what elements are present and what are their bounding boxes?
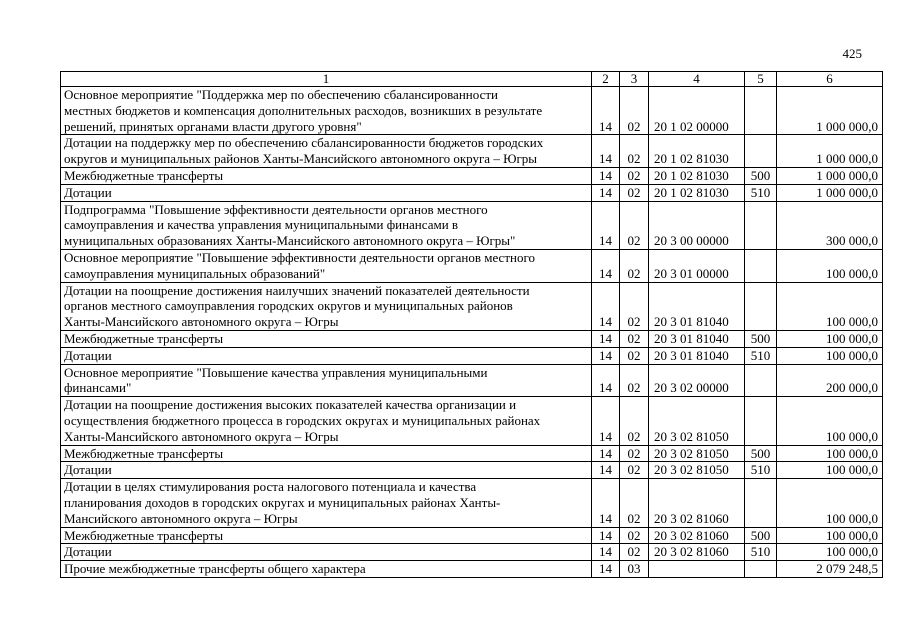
amount: 300 000,0	[777, 201, 883, 249]
row-name	[61, 445, 592, 462]
table-body	[61, 87, 883, 578]
section-code: 14	[592, 135, 620, 168]
target-article-code: 20 3 02 81050	[649, 445, 745, 462]
amount: 100 000,0	[777, 282, 883, 330]
row-name	[61, 479, 592, 527]
target-article-code: 20 3 01 00000	[649, 249, 745, 282]
row-name-line: решений, принятых органами власти другого уровня"	[64, 118, 362, 134]
subsection-code: 02	[620, 397, 649, 445]
row-name	[61, 282, 592, 330]
table-row	[61, 87, 883, 135]
row-name-line: Основное мероприятие "Поддержка мер по обеспечению сбалансированности	[64, 87, 498, 102]
table-row	[61, 347, 883, 364]
section-code: 14	[592, 201, 620, 249]
subsection-code: 02	[620, 462, 649, 479]
expense-type-code: 510	[745, 184, 777, 201]
expense-type-code: 500	[745, 330, 777, 347]
subsection-code: 02	[620, 347, 649, 364]
table-row	[61, 364, 883, 397]
expense-type-code: 510	[745, 462, 777, 479]
subsection-code: 02	[620, 87, 649, 135]
subsection-code: 02	[620, 167, 649, 184]
header-col-6: 6	[777, 72, 883, 87]
section-code: 14	[592, 397, 620, 445]
row-name-line: Подпрограмма "Повышение эффективности деятельности органов местного	[64, 201, 488, 217]
table-row	[61, 184, 883, 201]
target-article-code: 20 3 02 81060	[649, 479, 745, 527]
row-name-line: Мансийского автономного округа – Югры	[64, 510, 298, 526]
subsection-code: 02	[620, 445, 649, 462]
header-col-5: 5	[745, 72, 777, 87]
amount: 100 000,0	[777, 347, 883, 364]
expense-type-code: 500	[745, 445, 777, 462]
header-col-1: 1	[61, 72, 592, 87]
section-code: 14	[592, 347, 620, 364]
row-name-line: местных бюджетов и компенсация дополнительных расходов, возникших в результате	[64, 102, 543, 118]
subsection-code: 02	[620, 135, 649, 168]
row-name	[61, 135, 592, 168]
row-name	[61, 87, 592, 135]
target-article-code: 20 3 02 81050	[649, 462, 745, 479]
row-name-line: Межбюджетные трансферты	[64, 445, 224, 461]
table-row	[61, 544, 883, 561]
target-article-code: 20 3 02 00000	[649, 364, 745, 397]
amount: 100 000,0	[777, 544, 883, 561]
section-code: 14	[592, 87, 620, 135]
expense-type-code	[745, 479, 777, 527]
row-name	[61, 184, 592, 201]
subsection-code: 02	[620, 330, 649, 347]
expense-type-code: 510	[745, 347, 777, 364]
row-name-line: Межбюджетные трансферты	[64, 167, 224, 183]
row-name-line: органов местного самоуправления городских округов и муниципальных районов	[64, 298, 513, 314]
subsection-code: 02	[620, 249, 649, 282]
table-row	[61, 282, 883, 330]
row-name-line: Межбюджетные трансферты	[64, 330, 224, 346]
row-name-line: самоуправления муниципальных образований"	[64, 265, 326, 281]
amount: 100 000,0	[777, 445, 883, 462]
row-name	[61, 167, 592, 184]
target-article-code: 20 1 02 00000	[649, 87, 745, 135]
section-code: 14	[592, 527, 620, 544]
row-name	[61, 462, 592, 479]
row-name	[61, 397, 592, 445]
target-article-code: 20 3 02 81060	[649, 544, 745, 561]
row-name-line: Ханты-Мансийского автономного округа – Югры	[64, 314, 339, 330]
expense-type-code	[745, 282, 777, 330]
table-row	[61, 135, 883, 168]
amount: 2 079 248,5	[777, 561, 883, 578]
target-article-code	[649, 561, 745, 578]
row-name-line: округов и муниципальных районов Ханты-Мансийского автономного округа – Югры	[64, 151, 538, 167]
table-row	[61, 167, 883, 184]
subsection-code: 02	[620, 479, 649, 527]
section-code: 14	[592, 167, 620, 184]
row-name-line: Ханты-Мансийского автономного округа – Югры	[64, 428, 339, 444]
target-article-code: 20 1 02 81030	[649, 184, 745, 201]
row-name-line: муниципальных образованиях Ханты-Мансийского автономного округа – Югры"	[64, 233, 516, 249]
expense-type-code: 510	[745, 544, 777, 561]
row-name	[61, 561, 592, 578]
header-col-4: 4	[649, 72, 745, 87]
target-article-code: 20 3 00 00000	[649, 201, 745, 249]
section-code: 14	[592, 445, 620, 462]
table-row	[61, 561, 883, 578]
subsection-code: 03	[620, 561, 649, 578]
row-name	[61, 249, 592, 282]
section-code: 14	[592, 479, 620, 527]
subsection-code: 02	[620, 364, 649, 397]
expense-type-code	[745, 135, 777, 168]
amount: 1 000 000,0	[777, 87, 883, 135]
amount: 100 000,0	[777, 397, 883, 445]
amount: 100 000,0	[777, 462, 883, 479]
table-row	[61, 462, 883, 479]
row-name	[61, 364, 592, 397]
row-name-line: Дотации	[64, 462, 112, 478]
expense-type-code: 500	[745, 167, 777, 184]
section-code: 14	[592, 282, 620, 330]
budget-table	[60, 71, 883, 578]
target-article-code: 20 1 02 81030	[649, 167, 745, 184]
target-article-code: 20 3 01 81040	[649, 282, 745, 330]
amount: 100 000,0	[777, 249, 883, 282]
table-row	[61, 445, 883, 462]
section-code: 14	[592, 544, 620, 561]
table-row	[61, 201, 883, 249]
row-name-line: Основное мероприятие "Повышение эффективности деятельности органов местного	[64, 249, 535, 265]
amount: 1 000 000,0	[777, 167, 883, 184]
header-col-3: 3	[620, 72, 649, 87]
target-article-code: 20 3 01 81040	[649, 347, 745, 364]
section-code: 14	[592, 184, 620, 201]
section-code: 14	[592, 561, 620, 578]
row-name-line: финансами"	[64, 380, 132, 396]
target-article-code: 20 3 02 81050	[649, 397, 745, 445]
expense-type-code	[745, 201, 777, 249]
row-name-line: Межбюджетные трансферты	[64, 527, 224, 543]
target-article-code: 20 3 01 81040	[649, 330, 745, 347]
section-code: 14	[592, 364, 620, 397]
section-code: 14	[592, 462, 620, 479]
amount: 1 000 000,0	[777, 135, 883, 168]
subsection-code: 02	[620, 201, 649, 249]
table-row	[61, 397, 883, 445]
table-header-row	[61, 72, 883, 87]
row-name-line: Дотации	[64, 544, 112, 560]
target-article-code: 20 1 02 81030	[649, 135, 745, 168]
section-code: 14	[592, 330, 620, 347]
expense-type-code: 500	[745, 527, 777, 544]
amount: 1 000 000,0	[777, 184, 883, 201]
row-name-line: Дотации на поддержку мер по обеспечению сбалансированности бюджетов городских	[64, 135, 544, 151]
amount: 100 000,0	[777, 330, 883, 347]
page-number: 425	[842, 46, 862, 61]
row-name-line: Дотации в целях стимулирования роста налогового потенциала и качества	[64, 479, 477, 495]
table-row	[61, 527, 883, 544]
row-name-line: Прочие межбюджетные трансферты общего характера	[64, 561, 366, 577]
row-name-line: планирования доходов в городских округах и муниципальных районах Ханты-	[64, 494, 501, 510]
expense-type-code	[745, 87, 777, 135]
row-name	[61, 527, 592, 544]
row-name-line: Дотации	[64, 184, 112, 200]
row-name-line: осуществления бюджетного процесса в городских округах и муниципальных районах	[64, 412, 541, 428]
amount: 100 000,0	[777, 527, 883, 544]
amount: 200 000,0	[777, 364, 883, 397]
row-name-line: Дотации	[64, 347, 112, 363]
section-code: 14	[592, 249, 620, 282]
expense-type-code	[745, 249, 777, 282]
table-row	[61, 330, 883, 347]
row-name-line: Дотации на поощрение достижения наилучших значений показателей деятельности	[64, 282, 530, 298]
row-name	[61, 544, 592, 561]
table-row	[61, 479, 883, 527]
subsection-code: 02	[620, 184, 649, 201]
subsection-code: 02	[620, 544, 649, 561]
row-name-line: самоуправления и качества управления муниципальными финансами в	[64, 217, 459, 233]
expense-type-code	[745, 397, 777, 445]
expense-type-code	[745, 364, 777, 397]
subsection-code: 02	[620, 527, 649, 544]
table-row	[61, 249, 883, 282]
amount: 100 000,0	[777, 479, 883, 527]
target-article-code: 20 3 02 81060	[649, 527, 745, 544]
row-name-line: Дотации на поощрение достижения высоких показателей качества организации и	[64, 397, 517, 413]
row-name	[61, 330, 592, 347]
row-name	[61, 201, 592, 249]
row-name	[61, 347, 592, 364]
expense-type-code	[745, 561, 777, 578]
header-col-2: 2	[592, 72, 620, 87]
row-name-line: Основное мероприятие "Повышение качества управления муниципальными	[64, 364, 488, 380]
subsection-code: 02	[620, 282, 649, 330]
